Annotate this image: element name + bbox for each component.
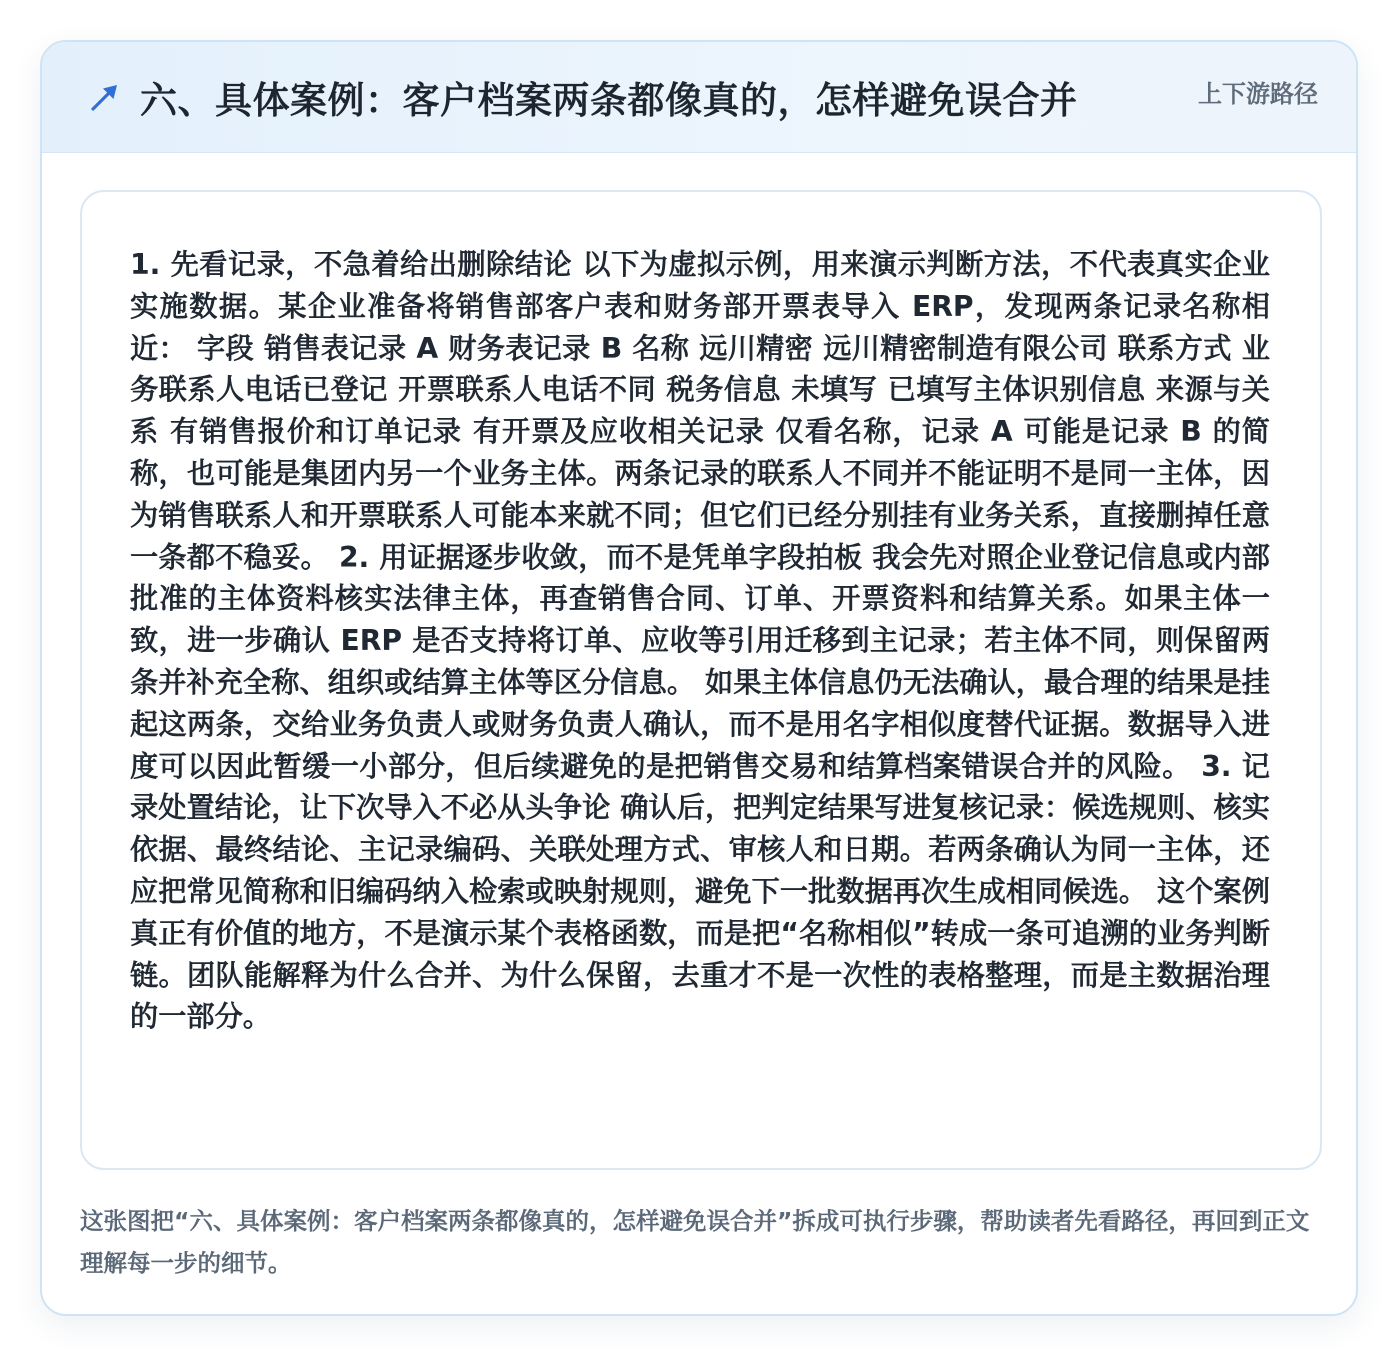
path-tag: 上下游路径 (1198, 80, 1318, 108)
card-header (42, 42, 1356, 153)
case-body-text: 1. 先看记录，不急着给出删除结论 以下为虚拟示例，用来演示判断方法，不代表真实企业实施数据。某企业准备将销售部客户表和财务部开票表导入 ERP，发现两条记录名称相近： 字段 销售表记录 A 财务表记录 B 名称 远川精密 远川精密制造有限公司 联系方式 业务联系人电话已登记 开票联系人电话不同 税务信息 未填写 已填写主体识别信息 来源与关系 有销售报价和订单记录 有开票及应收相关记录 仅看名称，记录 A 可能是记录 B 的简称，也可能是集团内另一个业务主体。两条记录的联系人不同并不能证明不是同一主体，因为销售联系人和开票联系人可能本来就不同；但它们已经分别挂有业务关系，直接删掉任意一条都不稳妥。 2. 用证据逐步收敛，而不是凭单字段拍板 我会先对照企业登记信息或内部批准的主体资料核实法律主体，再查销售合同、订单、开票资料和结算关系。如果主体一致，进一步确认 ERP 是否支持将订单、应收等引用迁移到主记录；若主体不同，则保留两条并补充全称、组织或结算主体等区分信息。 如果主体信息仍无法确认，最合理的结果是挂起这两条，交给业务负责人或财务负责人确认，而不是用名字相似度替代证据。数据导入进度可以因此暂缓一小部分，但后续避免的是把销售交易和结算档案错误合并的风险。 3. 记录处置结论，让下次导入不必从头争论 确认后，把判定结果写进复核记录：候选规则、核实依据、最终结论、主记录编码、关联处理方式、审核人和日期。若两条确认为同一主体，还应把常见简称和旧编码纳入检索或映射规则，避免下一批数据再次生成相同候选。 这个案例真正有价值的地方，不是演示某个表格函数，而是把“名称相似”转成一条可追溯的业务判断链。团队能解释为什么合并、为什么保留，去重才不是一次性的表格整理，而是主数据治理的一部分。 (130, 248, 1270, 1034)
section-title: 六、具体案例：客户档案两条都像真的，怎样避免误合并 (140, 79, 1078, 122)
case-card (40, 40, 1358, 1316)
figure-caption: 这张图把“六、具体案例：客户档案两条都像真的，怎样避免误合并”拆成可执行步骤，帮助读者先看路径，再回到正文理解每一步的细节。 (80, 1207, 1310, 1277)
trend-arrow-icon (88, 80, 122, 114)
content-box (80, 190, 1322, 1170)
